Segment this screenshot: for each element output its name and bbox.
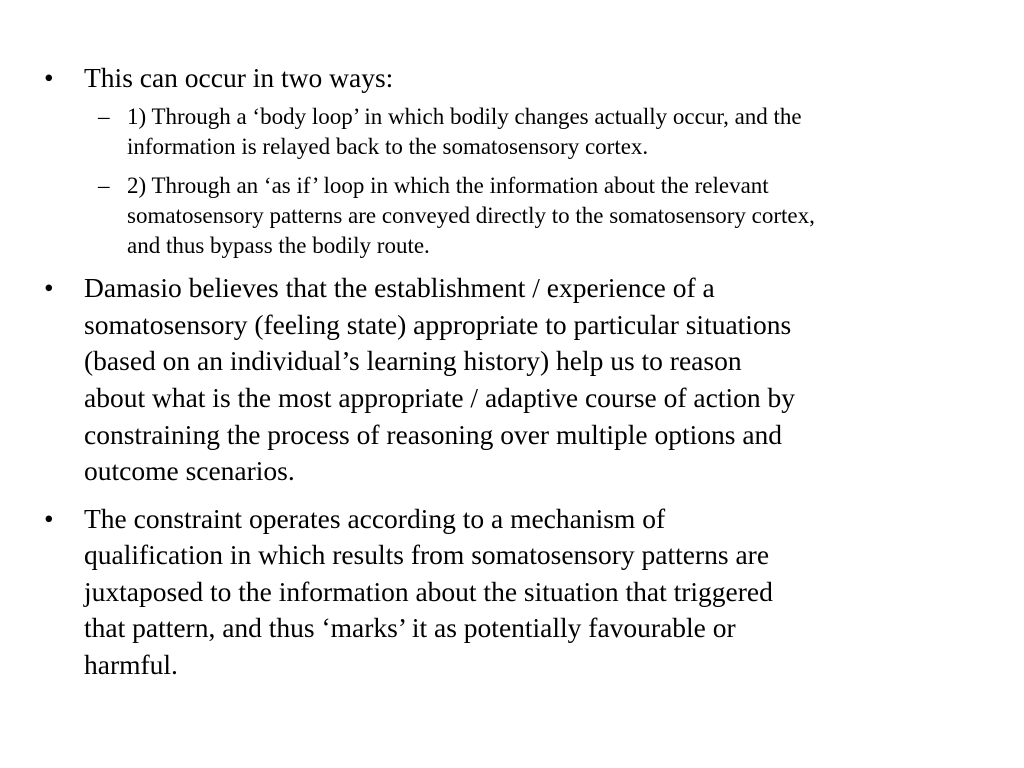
sub-bullet-marker: – (98, 173, 110, 198)
bullet-2-line-3: (based on an individual’s learning history) help us to reason (84, 345, 742, 376)
bullet-2-line-4: about what is the most appropriate / adaptive course of action by (84, 382, 795, 413)
bullet-2-line-6: outcome scenarios. (84, 455, 295, 486)
bullet-2-line-2: somatosensory (feeling state) appropriate to particular situations (84, 309, 792, 340)
bullet-marker: • (44, 503, 54, 534)
sub-bullet-2-line-2: somatosensory patterns are conveyed directly to the somatosensory cortex, (127, 203, 815, 228)
bullet-3-line-5: harmful. (84, 649, 178, 680)
bullet-2-line-1: Damasio believes that the establishment / experience of a (84, 272, 715, 303)
sub-bullet-2-line-1: 2) Through an ‘as if’ loop in which the information about the relevant (127, 173, 769, 198)
bullet-3-line-1: The constraint operates according to a mechanism of (84, 503, 666, 534)
sub-bullet-marker: – (98, 104, 110, 129)
bullet-2-line-5: constraining the process of reasoning over multiple options and (84, 419, 783, 450)
sub-bullet-2-line-3: and thus bypass the bodily route. (127, 233, 430, 258)
bullet-marker: • (44, 62, 54, 93)
bullet-3-line-3: juxtaposed to the information about the situation that triggered (84, 576, 773, 607)
bullet-3-line-4: that pattern, and thus ‘marks’ it as potentially favourable or (84, 612, 736, 643)
sub-bullet-1-line-1: 1) Through a ‘body loop’ in which bodily changes actually occur, and the (127, 104, 802, 129)
bullet-1-line-1: This can occur in two ways: (84, 62, 394, 93)
bullet-3-line-2: qualification in which results from somatosensory patterns are (84, 539, 770, 570)
sub-bullet-1-line-2: information is relayed back to the somatosensory cortex. (127, 134, 649, 159)
bullet-marker: • (44, 272, 54, 303)
